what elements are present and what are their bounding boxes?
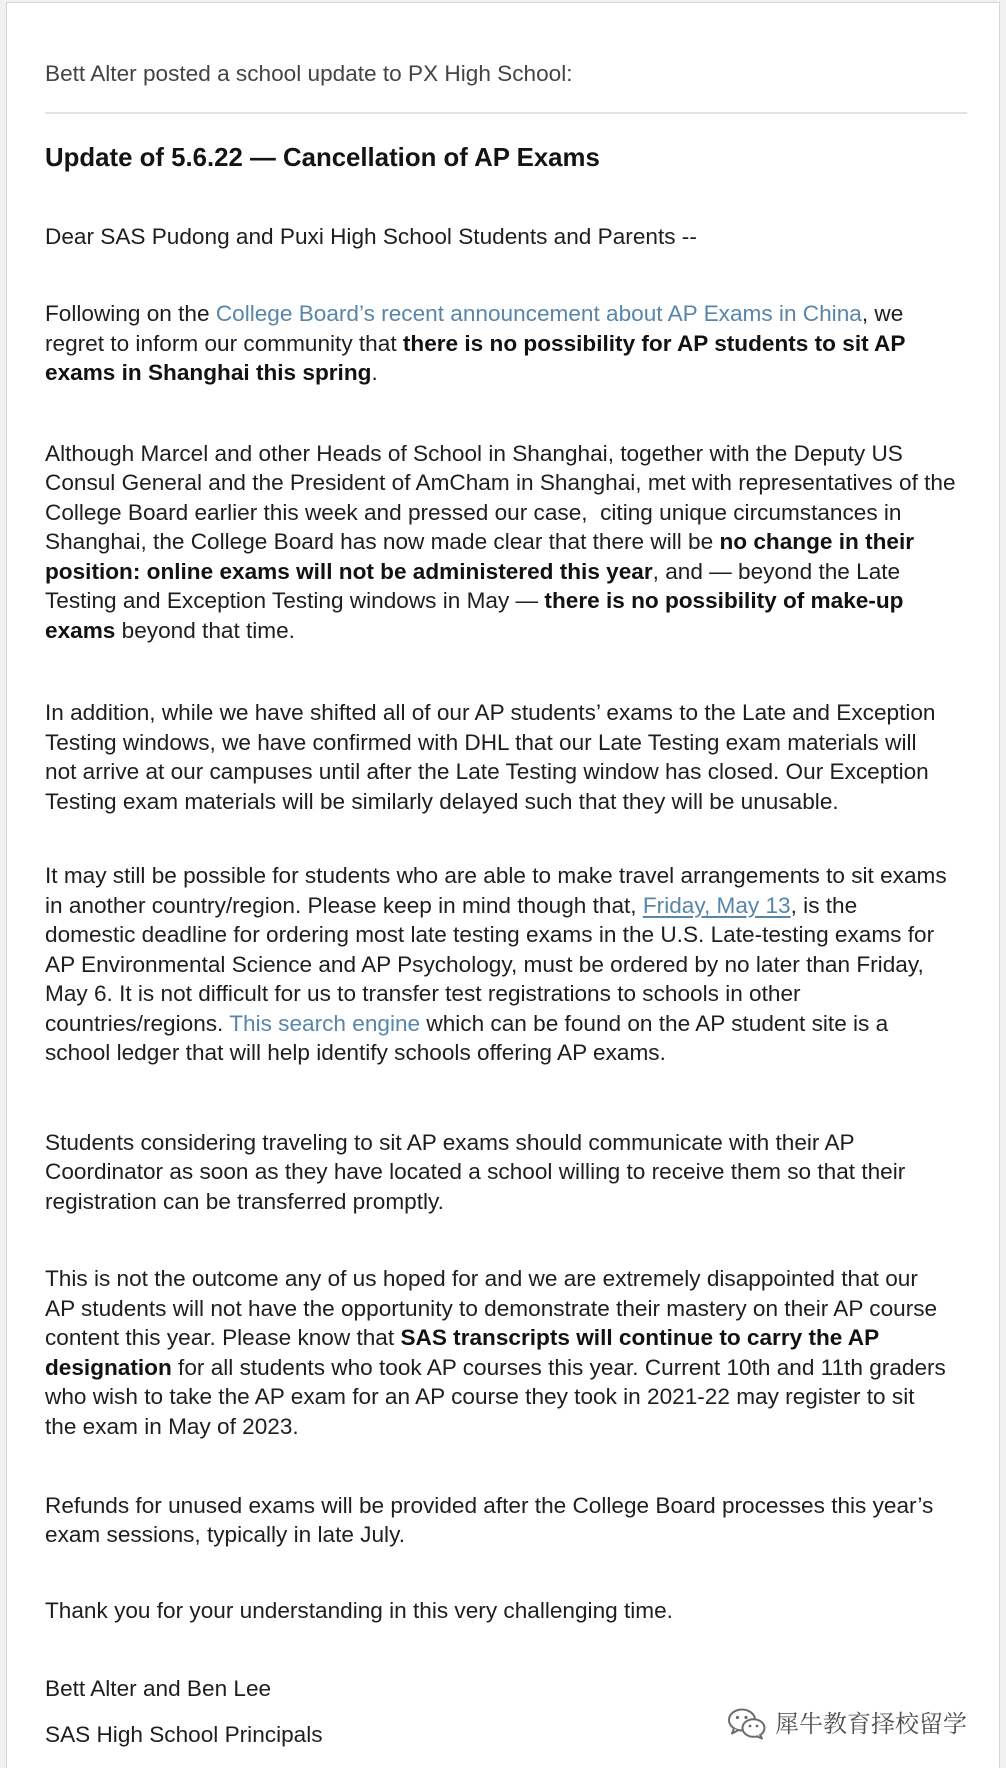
paragraph-line — [45, 299, 905, 329]
text-segment: AP students will not have the opportunity to demonstrate their mastery on their AP course — [45, 1295, 938, 1321]
paragraph-line — [45, 950, 947, 980]
signature-names — [45, 1674, 271, 1704]
paragraph-line — [45, 979, 947, 1009]
paragraph-1 — [45, 299, 905, 388]
paragraph-line — [45, 1520, 933, 1550]
text-segment: AP Environmental Science and AP Psychology, must be ordered by no later than Friday, — [45, 951, 924, 977]
text-segment: Students considering traveling to sit AP exams should communicate with their AP — [45, 1129, 855, 1155]
paragraph-line — [45, 439, 956, 469]
paragraph-line — [45, 1128, 905, 1158]
search-engine-link[interactable]: This search engine — [229, 1010, 421, 1036]
text-segment: , we — [861, 301, 904, 326]
bold-emphasis: there is no possibility for AP students to sit AP — [402, 330, 906, 356]
text-segment: , and — beyond the Late — [652, 558, 901, 584]
bold-emphasis: exams in Shanghai this spring — [45, 360, 372, 385]
bold-emphasis: exams — [45, 617, 116, 643]
text-segment: Although Marcel and other Heads of School in Shanghai, together with the Deputy US — [45, 440, 903, 466]
text-segment: content this year. Please know that — [45, 1325, 401, 1350]
paragraph-line — [45, 920, 947, 950]
paragraph-line — [45, 1264, 946, 1294]
watermark-text: 犀牛教育择校留学 — [775, 1710, 967, 1738]
text-segment: registration can be transferred promptly. — [45, 1188, 444, 1214]
paragraph-line — [45, 1491, 933, 1521]
paragraph-line — [45, 1038, 947, 1068]
paragraph-line — [45, 498, 956, 528]
paragraph-3 — [45, 698, 936, 816]
paragraph-line — [45, 329, 905, 359]
paragraph-line — [45, 1187, 905, 1217]
text-segment: who wish to take the AP exam for an AP course they took in 2021-22 may register to sit — [45, 1384, 915, 1409]
paragraph-line — [45, 1323, 946, 1353]
text-segment: May 6. It is not difficult for us to transfer test registrations to schools in other — [45, 981, 801, 1007]
text-segment: not arrive at our campuses until after the Late Testing window has closed. Our Exception — [45, 759, 929, 784]
watermark — [727, 1706, 967, 1742]
paragraph-2 — [45, 439, 956, 646]
divider — [45, 112, 967, 114]
bold-emphasis: there is no possibility of make-up — [544, 588, 904, 613]
paragraph-line — [45, 1157, 905, 1187]
signature-names-text: Bett Alter and Ben Lee — [45, 1676, 272, 1702]
post-header-text: Bett Alter posted a school update to PX High School: — [45, 60, 573, 86]
text-segment: which can be found on the AP student site is a — [420, 1010, 889, 1036]
paragraph-line — [45, 757, 936, 787]
paragraph-line — [45, 1412, 946, 1442]
text-segment: Coordinator as soon as they have located a school willing to receive them so that their — [45, 1159, 906, 1184]
paragraph-line — [45, 728, 936, 758]
paragraph-line — [45, 586, 956, 616]
text-segment: countries/regions. — [45, 1010, 230, 1036]
text-segment: In addition, while we have shifted all of our AP students’ exams to the Late and Exception — [45, 700, 936, 725]
paragraph-line — [45, 616, 956, 646]
paragraph-line — [45, 861, 947, 891]
signature-role-text: SAS High School Principals — [45, 1721, 323, 1747]
text-segment: in another country/region. Please keep in mind though that, — [45, 892, 643, 918]
bold-emphasis: SAS transcripts will continue to carry the AP — [400, 1325, 880, 1350]
text-segment: Testing and Exception Testing windows in May — — [45, 588, 545, 613]
text-segment: domestic deadline for ordering most late testing exams in the U.S. Late-testing exams for — [45, 922, 935, 948]
paragraph-5 — [45, 1128, 905, 1217]
signature-role — [45, 1720, 323, 1750]
text-segment: . — [371, 360, 378, 385]
text-segment: school ledger that will help identify schools offering AP exams. — [45, 1040, 666, 1066]
paragraph-line — [45, 698, 936, 728]
text-segment: Testing exam materials will be similarly delayed such that they will be unusable. — [45, 788, 839, 814]
closing — [45, 1596, 673, 1626]
bold-emphasis: position: online exams will not be administered this year — [45, 558, 653, 584]
post-header — [45, 59, 573, 89]
text-segment: exam sessions, typically in late July. — [45, 1522, 405, 1547]
paragraph-line — [45, 1009, 947, 1039]
paragraph-6 — [45, 1264, 946, 1441]
school-update-post — [6, 2, 1000, 1768]
text-segment: , is the — [790, 892, 858, 918]
paragraph-line — [45, 891, 947, 921]
text-segment: It may still be possible for students who are able to make travel arrangements to sit exams — [45, 863, 947, 889]
text-segment: Shanghai, the College Board has now made clear that there will be — [45, 529, 720, 554]
text-segment: Refunds for unused exams will be provided after the College Board processes this year’s — [45, 1492, 934, 1518]
text-segment: College Board earlier this week and pressed our case, citing unique circumstances in — [45, 499, 902, 525]
text-segment: Consul General and the President of AmCham in Shanghai, met with representatives of the — [45, 470, 956, 495]
paragraph-line — [45, 1353, 946, 1383]
paragraph-line — [45, 787, 936, 817]
paragraph-line — [45, 468, 956, 498]
text-segment: beyond that time. — [115, 617, 295, 643]
text-segment: Testing windows, we have confirmed with DHL that our Late Testing exam materials will — [45, 729, 917, 755]
text-segment: for all students who took AP courses this year. Current 10th and 11th graders — [171, 1354, 946, 1380]
college-board-announcement-link[interactable]: College Board’s recent announcement about AP Exams in China — [215, 301, 862, 326]
bold-emphasis: no change in their — [719, 529, 915, 554]
paragraph-4 — [45, 861, 947, 1068]
paragraph-7 — [45, 1491, 933, 1550]
paragraph-line — [45, 527, 956, 557]
paragraph-line — [45, 557, 956, 587]
text-segment: regret to inform our community that — [45, 330, 403, 356]
text-segment: This is not the outcome any of us hoped for and we are extremely disappointed that our — [45, 1266, 918, 1291]
post-title: Update of 5.6.22 — Cancellation of AP Exams — [45, 144, 600, 172]
greeting-text: Dear SAS Pudong and Puxi High School Students and Parents -- — [45, 224, 697, 249]
friday-may-13-link[interactable]: Friday, May 13 — [642, 892, 791, 918]
paragraph-line — [45, 1294, 946, 1324]
closing-text: Thank you for your understanding in this very challenging time. — [45, 1597, 673, 1623]
text-segment: the exam in May of 2023. — [45, 1413, 299, 1439]
text-segment: Following on the — [45, 301, 216, 326]
bold-emphasis: designation — [45, 1354, 172, 1380]
paragraph-line — [45, 1382, 946, 1412]
greeting — [45, 222, 697, 252]
paragraph-line — [45, 358, 905, 388]
wechat-icon — [727, 1707, 767, 1741]
